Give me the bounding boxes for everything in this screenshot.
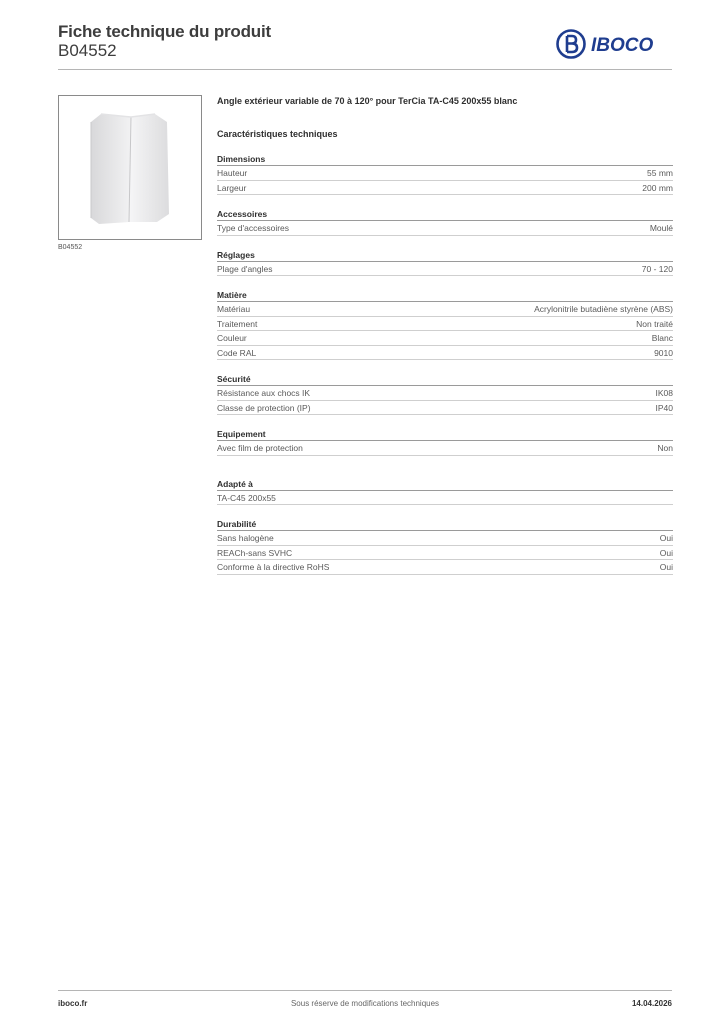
spec-label: REACh-sans SVHC: [217, 547, 293, 558]
spec-value: Moulé: [649, 223, 673, 233]
page-footer: [58, 990, 672, 1012]
section-title: Equipement: [217, 428, 673, 441]
spec-row: [217, 166, 673, 181]
spec-value: 70 - 120: [641, 263, 673, 274]
spec-value: IP40: [655, 402, 673, 413]
spec-row: [217, 441, 673, 456]
product-title: Angle extérieur variable de 70 à 120° pour TerCia TA-C45 200x55 blanc: [217, 96, 518, 106]
spec-value: Blanc: [651, 333, 673, 343]
section-durabilite: [217, 518, 673, 575]
spec-row: [217, 331, 673, 346]
spec-label: Plage d'angles: [217, 263, 273, 274]
spec-label: Sans halogène: [217, 533, 274, 543]
spec-row: [217, 181, 673, 196]
page-header: [58, 20, 672, 70]
footer-note: Sous réserve de modifications techniques: [290, 999, 440, 1008]
spec-row: [217, 346, 673, 361]
spec-label: Avec film de protection: [217, 443, 303, 453]
spec-row: [217, 317, 673, 332]
spec-row: [217, 386, 673, 401]
spec-label: Largeur: [217, 182, 247, 193]
section-title: Dimensions: [217, 153, 673, 166]
section-title: Sécurité: [217, 373, 673, 386]
section-title: Réglages: [217, 249, 673, 262]
spec-row: [217, 531, 673, 546]
product-code: B04552: [58, 41, 117, 60]
spec-label: TA-C45 200x55: [217, 492, 276, 503]
spec-value: IK08: [655, 388, 673, 398]
spec-label: Résistance aux chocs IK: [217, 388, 311, 398]
section-matiere: [217, 289, 673, 360]
section-title: Accessoires: [217, 208, 673, 221]
iboco-logo-icon: [556, 28, 672, 60]
spec-label: Couleur: [217, 333, 247, 343]
spec-row: [217, 262, 673, 277]
section-accessoires: [217, 208, 673, 236]
spec-value: 200 mm: [642, 182, 673, 193]
spec-label: Matériau: [217, 304, 251, 314]
brand-logo[interactable]: [556, 28, 672, 60]
spec-row: [217, 491, 673, 506]
image-caption: B04552: [58, 244, 83, 251]
specs-heading: Caractéristiques techniques: [217, 129, 338, 139]
spec-value: Acrylonitrile butadiène styrène (ABS): [534, 304, 673, 314]
spec-label: Classe de protection (IP): [217, 402, 311, 413]
section-title: Durabilité: [217, 518, 673, 531]
spec-value: 9010: [654, 347, 673, 358]
section-adapte-a: [217, 478, 673, 506]
logo-text: IBOCO: [591, 35, 654, 56]
section-dimensions: [217, 153, 673, 195]
spec-row: [217, 221, 673, 236]
spec-label: Hauteur: [217, 168, 248, 178]
spec-value: Oui: [659, 547, 673, 558]
spec-label: Type d'accessoires: [217, 223, 290, 233]
spec-value: Non: [657, 443, 673, 453]
footer-date: 14.04.2026: [631, 999, 672, 1008]
spec-value: 55 mm: [647, 168, 673, 178]
product-photo-icon: [59, 96, 201, 239]
spec-row: [217, 560, 673, 575]
section-equipement: [217, 428, 673, 456]
spec-label: Code RAL: [217, 347, 257, 358]
spec-row: [217, 401, 673, 416]
product-details: [217, 92, 673, 575]
spec-row: [217, 302, 673, 317]
spec-value: Oui: [659, 533, 673, 543]
section-title: Adapté à: [217, 478, 673, 491]
spec-value: Non traité: [636, 318, 673, 329]
spec-label: Conforme à la directive RoHS: [217, 562, 330, 572]
product-image-frame: [58, 95, 202, 240]
section-securite: [217, 373, 673, 415]
section-reglages: [217, 249, 673, 277]
footer-website-link[interactable]: iboco.fr: [58, 999, 88, 1008]
spec-row: [217, 546, 673, 561]
spec-value: Oui: [659, 562, 673, 572]
section-title: Matière: [217, 289, 673, 302]
spec-label: Traitement: [217, 318, 258, 329]
document-title: Fiche technique du produit: [58, 22, 271, 41]
